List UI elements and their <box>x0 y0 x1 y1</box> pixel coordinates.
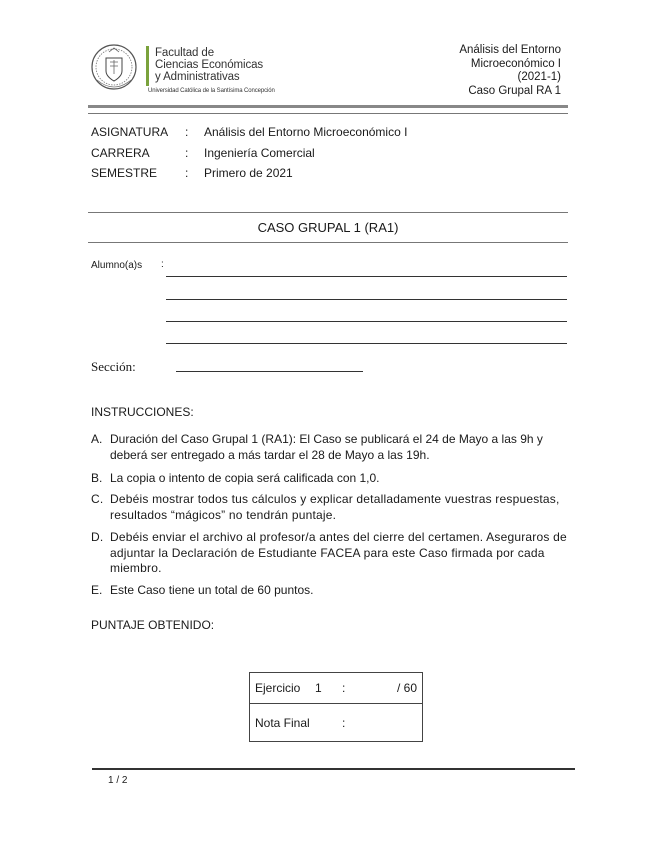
instruction-letter: A. <box>91 432 103 446</box>
alumno-input-line[interactable] <box>166 276 567 277</box>
info-sep: : <box>185 125 189 139</box>
score-table <box>249 672 423 742</box>
info-key: SEMESTRE <box>91 166 158 180</box>
instruction-text: Debéis enviar el archivo al profesor/a antes del cierre del certamen. Aseguraros de adjuntar la Declaración de Estudiante FACEA para este Caso firmada por cada miembro. <box>110 530 567 575</box>
logo-university-name: Universidad Católica de la Santísima Concepción <box>148 88 275 94</box>
instruction-item <box>91 432 571 464</box>
logo-text-line3: y Administrativas <box>155 71 240 83</box>
instruction-text: Duración del Caso Grupal 1 (RA1): El Caso se publicará el 24 de Mayo a las 9h y deberá ser entregado a más tardar el 28 de Mayo a las 19h. <box>110 432 543 462</box>
alumnos-label: Alumno(a)s <box>91 260 143 271</box>
header-rule <box>88 105 568 108</box>
score-table-divider <box>250 703 422 704</box>
instruction-item <box>91 583 571 599</box>
score-exercise-label: Ejercicio <box>255 681 301 695</box>
instructions-title: INSTRUCCIONES: <box>91 405 194 419</box>
instruction-item <box>91 530 571 578</box>
seccion-input-line[interactable] <box>176 371 363 372</box>
instruction-text: La copia o intento de copia será calificada con 1,0. <box>110 471 380 485</box>
info-sep: : <box>185 146 189 160</box>
footer-rule <box>92 768 575 770</box>
header-rule-thin <box>88 113 568 114</box>
score-exercise-num: 1 <box>315 681 322 695</box>
info-sep: : <box>185 166 189 180</box>
alumno-input-line[interactable] <box>166 299 567 300</box>
score-sep: : <box>342 681 346 695</box>
instruction-text: Este Caso tiene un total de 60 puntos. <box>110 583 314 597</box>
alumnos-sep: : <box>161 259 164 270</box>
header-line: (2021-1) <box>517 71 561 83</box>
info-value: Primero de 2021 <box>204 166 293 180</box>
university-seal-logo <box>89 40 139 96</box>
header-course-info <box>361 44 561 98</box>
header-line: Análisis del Entorno <box>459 44 561 56</box>
title-rule-top <box>88 212 568 213</box>
alumno-input-line[interactable] <box>166 343 567 344</box>
instruction-letter: E. <box>91 583 103 597</box>
info-key: ASIGNATURA <box>91 125 169 139</box>
puntaje-title: PUNTAJE OBTENIDO: <box>91 618 215 632</box>
logo-divider <box>146 46 149 86</box>
header-line: Microeconómico I <box>470 57 561 70</box>
instruction-letter: B. <box>91 471 103 485</box>
instruction-letter: C. <box>91 492 104 506</box>
score-max: / 60 <box>397 681 418 695</box>
logo-text-line1: Facultad de <box>155 47 214 59</box>
instruction-letter: D. <box>91 530 104 544</box>
alumno-input-line[interactable] <box>166 321 567 322</box>
seccion-label: Sección: <box>91 359 136 374</box>
instruction-item <box>91 492 571 524</box>
header-line: Caso Grupal RA 1 <box>468 84 561 97</box>
instruction-item <box>91 471 571 487</box>
page-number: 1 / 2 <box>108 775 128 786</box>
info-value: Ingeniería Comercial <box>204 146 315 160</box>
case-title: CASO GRUPAL 1 (RA1) <box>257 220 399 235</box>
nota-final-label: Nota Final <box>255 716 310 730</box>
logo-text-line2: Ciencias Económicas <box>155 59 264 71</box>
title-rule-bottom <box>88 242 568 243</box>
info-value: Análisis del Entorno Microeconómico I <box>204 125 408 139</box>
score-sep: : <box>342 716 346 730</box>
info-key: CARRERA <box>91 146 150 160</box>
instruction-text: Debéis mostrar todos tus cálculos y explicar detalladamente vuestras respuestas, resultados “mágicos” no tendrán puntaje. <box>110 492 560 522</box>
